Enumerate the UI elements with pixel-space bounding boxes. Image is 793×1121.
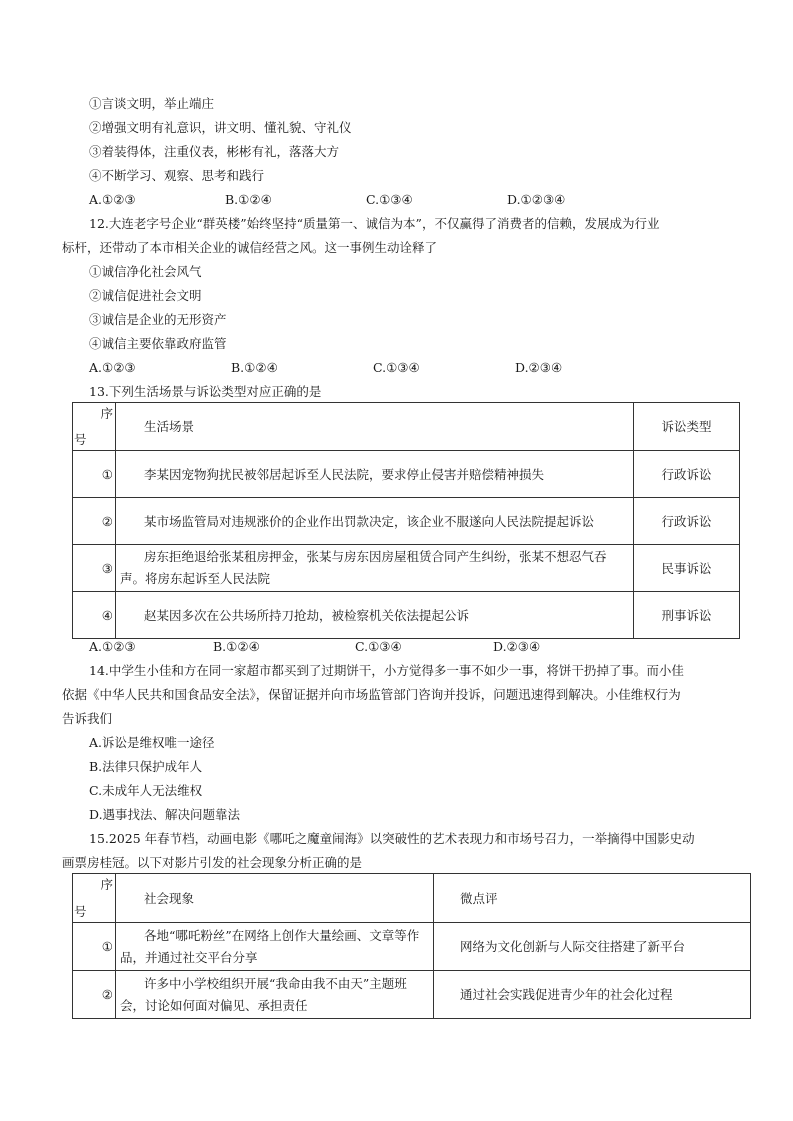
q13-row-4-no: ④ [73,592,116,639]
q14-stem-line-1: 14.中学生小佳和方在同一家超市都买到了过期饼干，小方觉得多一事不如少一事，将饼干扔掉了事。而小佳 [89,663,684,678]
q12-item-4: ④诚信主要依靠政府监管 [89,336,227,351]
q13-option-a[interactable]: A.①②③ [89,639,136,654]
q14-option-a[interactable]: A.诉讼是维权唯一途径 [89,735,215,750]
q12-options [89,360,689,376]
q13-row-1-type: 行政诉讼 [634,451,740,498]
q13-header-no-2: 号 [74,432,87,447]
q15-table [72,873,751,1019]
q11-item-4: ④不断学习、观察、思考和践行 [89,168,265,183]
q12-option-d[interactable]: D.②③④ [515,360,563,375]
q12-option-b[interactable]: B.①②④ [231,360,278,375]
q13-table [72,402,740,639]
q13-option-d[interactable]: D.②③④ [493,639,541,654]
q13-stem: 13.下列生活场景与诉讼类型对应正确的是 [89,384,322,399]
q13-row-4-scene: 赵某因多次在公共场所持刀抢劫，被检察机关依法提起公诉 [116,592,634,639]
q13-row-2-type: 行政诉讼 [634,498,740,545]
table-row [73,923,751,971]
q15-header-no [73,874,116,923]
q13-options [89,639,689,655]
q15-header-comment: 微点评 [434,874,751,923]
q12-stem-line-1: 12.大连老字号企业“群英楼”始终坚持“质量第一、诚信为本”，不仅赢得了消费者的信赖，发展成为行业 [89,216,660,231]
q11-options [89,192,689,208]
q14-stem-line-2: 依据《中华人民共和国食品安全法》，保留证据并向市场监管部门咨询并投诉，问题迅速得到解决。小佳维权行为 [62,687,681,702]
table-row [73,451,740,498]
q13-row-3-no: ③ [73,545,116,592]
q11-option-b[interactable]: B.①②④ [225,192,272,207]
q15-header-no-1: 序 [100,877,113,892]
q13-option-b[interactable]: B.①②④ [213,639,260,654]
q12-item-1: ①诚信净化社会风气 [89,264,202,279]
q12-item-2: ②诚信促进社会文明 [89,288,202,303]
q14-option-c[interactable]: C.未成年人无法维权 [89,783,203,798]
q15-table-header [73,874,751,923]
table-row [73,545,740,592]
q13-row-1-no: ① [73,451,116,498]
q13-header-no [73,403,116,451]
q13-row-1-scene: 李某因宠物狗扰民被邻居起诉至人民法院，要求停止侵害并赔偿精神损失 [116,451,634,498]
q15-row-2-phenomenon: 许多中小学校组织开展“我命由我不由天”主题班会，讨论如何面对偏见、承担责任 [116,971,434,1019]
q13-header-no-1: 序 [100,406,113,421]
q15-header-phenomenon: 社会现象 [116,874,434,923]
q14-option-b[interactable]: B.法律只保护成年人 [89,759,203,774]
table-row [73,971,751,1019]
q13-table-header [73,403,740,451]
q14-option-d[interactable]: D.遇事找法、解决问题靠法 [89,807,241,822]
q13-header-scene: 生活场景 [116,403,634,451]
q15-header-no-2: 号 [74,904,87,919]
q12-stem-line-2: 标杆，还带动了本市相关企业的诚信经营之风。这一事例生动诠释了 [62,240,438,255]
q13-header-type: 诉讼类型 [634,403,740,451]
q13-row-2-no: ② [73,498,116,545]
q12-option-a[interactable]: A.①②③ [89,360,136,375]
q15-row-2-comment: 通过社会实践促进青少年的社会化过程 [434,971,751,1019]
q13-row-2-scene: 某市场监管局对违规涨价的企业作出罚款决定，该企业不服遂向人民法院提起诉讼 [116,498,634,545]
q13-row-3-type: 民事诉讼 [634,545,740,592]
q11-item-1: ①言谈文明，举止端庄 [89,96,215,111]
q15-row-1-no: ① [73,923,116,971]
q15-row-1-comment: 网络为文化创新与人际交往搭建了新平台 [434,923,751,971]
q11-option-a[interactable]: A.①②③ [89,192,136,207]
q11-option-c[interactable]: C.①③④ [366,192,413,207]
q11-option-d[interactable]: D.①②③④ [507,192,566,207]
q11-item-2: ②增强文明有礼意识，讲文明、懂礼貌、守礼仪 [89,120,352,135]
table-row [73,592,740,639]
q12-option-c[interactable]: C.①③④ [373,360,420,375]
q15-row-2-no: ② [73,971,116,1019]
q12-item-3: ③诚信是企业的无形资产 [89,312,227,327]
q13-option-c[interactable]: C.①③④ [355,639,402,654]
q13-row-4-type: 刑事诉讼 [634,592,740,639]
table-row [73,498,740,545]
q14-stem-line-3: 告诉我们 [62,711,113,726]
q13-row-3-scene: 房东拒绝退给张某租房押金，张某与房东因房屋租赁合同产生纠纷，张某不想忍气吞声。将房东起诉至人民法院 [116,545,634,592]
q11-item-3: ③着装得体，注重仪表，彬彬有礼，落落大方 [89,144,340,159]
q15-row-1-phenomenon: 各地“哪吒粉丝”在网络上创作大量绘画、文章等作品，并通过社交平台分享 [116,923,434,971]
q15-stem-line-1: 15.2025 年春节档，动画电影《哪吒之魔童闹海》以突破性的艺术表现力和市场号召力，一举摘得中国影史动 [89,831,695,846]
q15-stem-line-2: 画票房桂冠。以下对影片引发的社会现象分析正确的是 [62,855,363,870]
